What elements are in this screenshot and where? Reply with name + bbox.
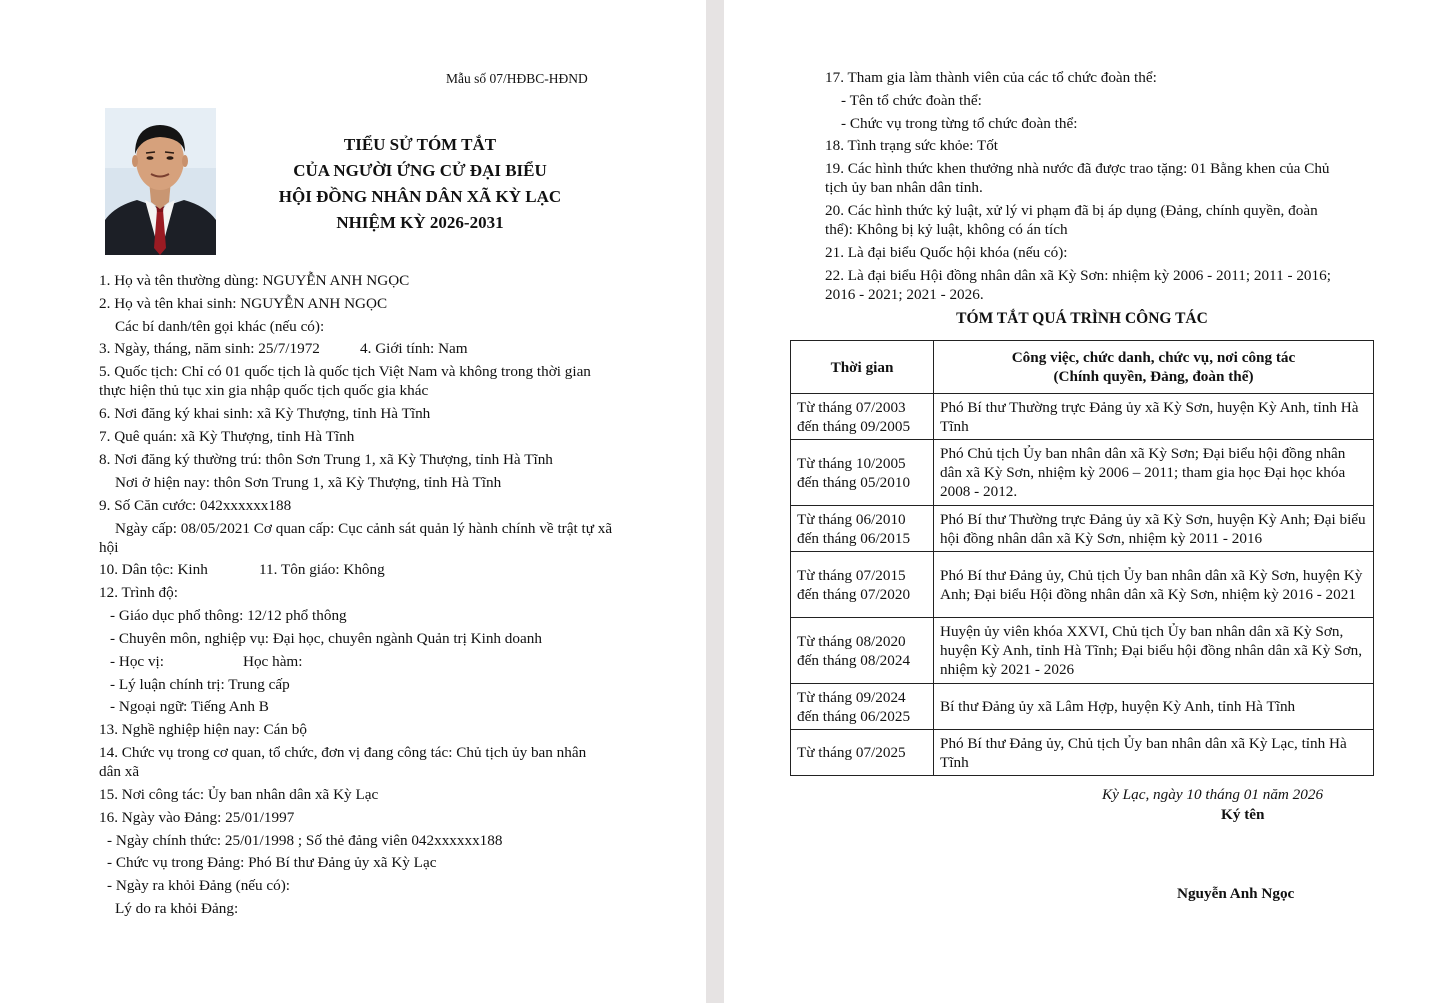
time-cell (791, 684, 934, 730)
item-1-common-name: 1. Họ và tên thường dùng: NGUYỄN ANH NGỌC (99, 272, 410, 289)
item-15-workplace: 15. Nơi công tác: Ủy ban nhân dân xã Kỳ Lạc (99, 786, 379, 803)
job-cell: Phó Bí thư Thường trực Đảng ủy xã Kỳ Sơn, huyện Kỳ Anh, tỉnh Hà Tĩnh (934, 394, 1374, 440)
signer-name: Nguyễn Anh Ngọc (1177, 885, 1295, 902)
place-date: Kỳ Lạc, ngày 10 tháng 01 năm 2026 (1102, 786, 1324, 803)
item-12-foreign-language: - Ngoại ngữ: Tiếng Anh B (110, 698, 269, 715)
time-from: Từ tháng 08/2020 (797, 632, 906, 650)
item-9-id-issue: Ngày cấp: 08/05/2021 Cơ quan cấp: Cục cảnh sát quản lý hành chính về trật tự xã hội (99, 520, 613, 556)
job-cell: Phó Bí thư Đảng ủy, Chủ tịch Ủy ban nhân dân xã Kỳ Lạc, tỉnh Hà Tĩnh (934, 730, 1374, 776)
time-cell (791, 440, 934, 506)
item-12-specialization: - Chuyên môn, nghiệp vụ: Đại học, chuyên ngành Quản trị Kinh doanh (110, 630, 542, 647)
time-to: đến tháng 08/2024 (797, 651, 911, 669)
job-cell: Bí thư Đảng ủy xã Lâm Hợp, huyện Kỳ Anh, tỉnh Hà Tĩnh (934, 684, 1374, 730)
time-cell (791, 618, 934, 684)
job-cell: Phó Chủ tịch Ủy ban nhân dân xã Kỳ Sơn; Đại biểu hội đồng nhân dân xã Kỳ Sơn, nhiệm kỳ 2006 – 2011; tham gia học Đại học khóa 2008 - 2012. (934, 440, 1374, 506)
item-2-aliases: Các bí danh/tên gọi khác (nếu có): (115, 318, 325, 335)
time-from: Từ tháng 06/2010 (797, 510, 906, 528)
title-line-3: HỘI ĐỒNG NHÂN DÂN XÃ KỲ LẠC (278, 187, 562, 206)
job-cell: Huyện ủy viên khóa XXVI, Chủ tịch Ủy ban nhân dân xã Kỳ Sơn, huyện Kỳ Anh, tỉnh Hà Tĩnh; Đại biểu hội đồng nhân dân xã Kỳ Sơn, nhiệm kỳ 2021 - 2026 (934, 618, 1374, 684)
time-cell (791, 394, 934, 440)
work-history-title: TÓM TẮT QUÁ TRÌNH CÔNG TÁC (956, 310, 1208, 327)
time-to: đến tháng 06/2015 (797, 529, 911, 547)
item-9-id-number: 9. Số Căn cước: 042xxxxxx188 (99, 497, 292, 514)
time-to: đến tháng 09/2005 (797, 417, 911, 435)
header-job (934, 341, 1374, 394)
item-19-awards: 19. Các hình thức khen thưởng nhà nước đã được trao tặng: 01 Bằng khen của Chủ tịch ủy ban nhân dân tỉnh. (825, 160, 1330, 196)
item-11-religion: 11. Tôn giáo: Không (259, 561, 385, 578)
item-14-position: 14. Chức vụ trong cơ quan, tổ chức, đơn vị đang công tác: Chủ tịch ủy ban nhân dân xã (99, 744, 587, 780)
time-from: Từ tháng 07/2025 (797, 744, 906, 761)
item-2-birth-name: 2. Họ và tên khai sinh: NGUYỄN ANH NGỌC (99, 295, 388, 312)
title-line-4: NHIỆM KỲ 2026-2031 (336, 213, 504, 232)
work-history-table (790, 340, 1374, 776)
item-16-official-date: - Ngày chính thức: 25/01/1998 ; Số thẻ đảng viên 042xxxxxx188 (107, 832, 503, 849)
table-row (791, 618, 1374, 684)
time-cell (791, 506, 934, 552)
item-12-general-education: - Giáo dục phổ thông: 12/12 phổ thông (110, 607, 347, 624)
item-21-national-assembly: 21. Là đại biểu Quốc hội khóa (nếu có): (825, 244, 1068, 261)
item-13-occupation: 13. Nghề nghiệp hiện nay: Cán bộ (99, 721, 307, 738)
page-gutter (706, 0, 724, 1003)
item-17-organizations: 17. Tham gia làm thành viên của các tổ chức đoàn thể: (825, 69, 1157, 86)
time-from: Từ tháng 07/2015 (797, 566, 906, 584)
table-header-row (791, 341, 1374, 394)
table-row (791, 440, 1374, 506)
header-job-line-1: Công việc, chức danh, chức vụ, nơi công tác (1011, 349, 1296, 366)
table-row (791, 730, 1374, 776)
time-from: Từ tháng 09/2024 (797, 688, 906, 706)
form-code: Mẫu số 07/HĐBC-HĐND (446, 71, 588, 86)
time-from: Từ tháng 07/2003 (797, 398, 906, 416)
item-4-gender: 4. Giới tính: Nam (360, 340, 468, 357)
item-8-permanent-residence: 8. Nơi đăng ký thường trú: thôn Sơn Trung 1, xã Kỳ Thượng, tỉnh Hà Tĩnh (99, 451, 553, 468)
time-cell (791, 552, 934, 618)
job-cell: Phó Bí thư Đảng ủy, Chủ tịch Ủy ban nhân dân xã Kỳ Sơn, huyện Kỳ Anh; Đại biểu Hội đồng nhân dân xã Kỳ Sơn, nhiệm kỳ 2016 - 2021 (934, 552, 1374, 618)
item-16-party-join-date: 16. Ngày vào Đảng: 25/01/1997 (99, 809, 295, 826)
document-title (230, 132, 610, 236)
item-17-org-name: - Tên tổ chức đoàn thể: (841, 92, 982, 109)
sign-label: Ký tên (1221, 806, 1265, 823)
item-12-degree: - Học vị: (110, 653, 164, 670)
item-3-dob: 3. Ngày, tháng, năm sinh: 25/7/1972 (99, 340, 320, 357)
item-16-party-leave-date: - Ngày ra khỏi Đảng (nếu có): (107, 877, 291, 894)
item-20-discipline: 20. Các hình thức kỷ luật, xử lý vi phạm đã bị áp dụng (Đảng, chính quyền, đoàn thể): Không bị kỷ luật, không có án tích (825, 202, 1318, 238)
time-to: đến tháng 05/2010 (797, 473, 911, 491)
item-6-birth-registration: 6. Nơi đăng ký khai sinh: xã Kỳ Thượng, tỉnh Hà Tĩnh (99, 405, 431, 422)
time-to: đến tháng 06/2025 (797, 707, 911, 725)
item-18-health: 18. Tình trạng sức khỏe: Tốt (825, 137, 999, 154)
portrait-photo (105, 108, 216, 255)
item-12-political-theory: - Lý luận chính trị: Trung cấp (110, 676, 290, 693)
item-16-party-leave-reason: Lý do ra khỏi Đảng: (115, 900, 239, 917)
item-17-org-position: - Chức vụ trong từng tổ chức đoàn thể: (841, 115, 1078, 132)
item-12-academic-title: Học hàm: (243, 653, 303, 670)
header-time: Thời gian (791, 341, 934, 394)
time-cell (791, 730, 934, 776)
item-12-education: 12. Trình độ: (99, 584, 178, 601)
item-8-current-residence: Nơi ở hiện nay: thôn Sơn Trung 1, xã Kỳ Thượng, tỉnh Hà Tĩnh (115, 474, 502, 491)
table-row (791, 552, 1374, 618)
time-from: Từ tháng 10/2005 (797, 454, 906, 472)
title-line-2: CỦA NGƯỜI ỨNG CỬ ĐẠI BIỂU (293, 161, 547, 180)
table-row (791, 394, 1374, 440)
item-16-party-position: - Chức vụ trong Đảng: Phó Bí thư Đảng ủy xã Kỳ Lạc (107, 854, 437, 871)
item-7-hometown: 7. Quê quán: xã Kỳ Thượng, tỉnh Hà Tĩnh (99, 428, 355, 445)
time-to: đến tháng 07/2020 (797, 585, 911, 603)
job-cell: Phó Bí thư Thường trực Đảng ủy xã Kỳ Sơn, huyện Kỳ Anh; Đại biểu hội đồng nhân dân xã Kỳ Sơn, nhiệm kỳ 2011 - 2016 (934, 506, 1374, 552)
item-5-nationality: 5. Quốc tịch: Chỉ có 01 quốc tịch là quốc tịch Việt Nam và không trong thời gian thực hiện thủ tục xin gia nhập quốc tịch quốc gia khác (99, 363, 591, 399)
title-line-1: TIỂU SỬ TÓM TẮT (343, 135, 497, 154)
item-22-council-terms: 22. Là đại biểu Hội đồng nhân dân xã Kỳ Sơn: nhiệm kỳ 2006 - 2011; 2011 - 2016; 2016 - 2021; 2021 - 2026. (825, 267, 1331, 303)
table-row (791, 506, 1374, 552)
header-job-line-2: (Chính quyền, Đảng, đoàn thể) (1053, 368, 1254, 385)
table-row (791, 684, 1374, 730)
item-10-ethnicity: 10. Dân tộc: Kinh (99, 561, 208, 578)
